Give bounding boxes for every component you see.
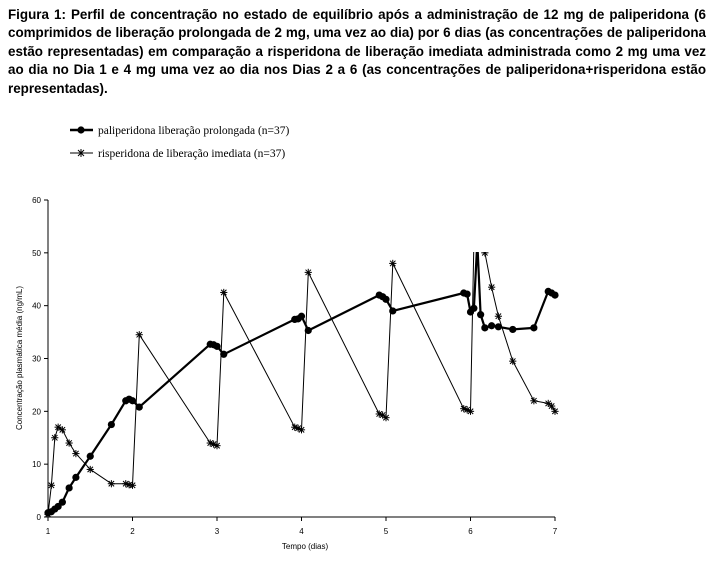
data-point-paliperidona bbox=[213, 343, 220, 350]
data-point-paliperidona bbox=[474, 239, 481, 246]
data-point-paliperidona bbox=[382, 296, 389, 303]
data-point-paliperidona bbox=[470, 305, 477, 312]
data-point-paliperidona bbox=[464, 290, 471, 297]
series-paliperidona bbox=[44, 239, 558, 517]
series-risperidona bbox=[44, 207, 558, 518]
data-point-paliperidona bbox=[129, 397, 136, 404]
data-point-paliperidona bbox=[87, 453, 94, 460]
x-axis-title: Tempo (dias) bbox=[281, 542, 329, 551]
data-point-risperidona bbox=[129, 482, 136, 489]
x-tick-label: 7 bbox=[552, 527, 558, 536]
data-point-risperidona bbox=[481, 249, 488, 256]
data-point-risperidona bbox=[477, 223, 484, 230]
data-point-risperidona bbox=[548, 402, 555, 409]
data-point-risperidona bbox=[66, 439, 73, 446]
data-point-risperidona bbox=[488, 284, 495, 291]
data-point-risperidona bbox=[495, 313, 502, 320]
data-point-risperidona bbox=[44, 511, 51, 518]
line-paliperidona bbox=[48, 242, 555, 513]
legend-marker-risperidona bbox=[77, 149, 85, 157]
legend bbox=[70, 125, 290, 160]
y-axis-title: Concentração plasmática média (ng/mL) bbox=[15, 285, 24, 431]
x-tick-label: 6 bbox=[468, 527, 473, 536]
data-point-risperidona bbox=[136, 331, 143, 338]
y-tick-label: 50 bbox=[32, 248, 41, 258]
figure-caption: Figura 1: Perfil de concentração no estado de equilíbrio após a administração de 12 mg de paliperidona (6 comprimidos de liberação prolongada de 2 mg, uma vez ao dia) por 6 dias (as concentrações de paliperidona estão representadas) em comparação a risperidona de liberação imediata administrada como 2 mg uma vez ao dia no Dia 1 e 4 mg uma vez ao dia nos Dias 2 a 6 (as concentrações de paliperidona+risperidona estão representadas). bbox=[8, 7, 706, 96]
data-point-paliperidona bbox=[488, 322, 495, 329]
y-ticks bbox=[32, 196, 48, 522]
axes bbox=[15, 196, 558, 551]
data-point-risperidona bbox=[551, 408, 558, 415]
data-point-risperidona bbox=[72, 450, 79, 457]
legend-label-paliperidona: paliperidona liberação prolongada (n=37) bbox=[98, 125, 290, 137]
x-tick-label: 5 bbox=[383, 527, 389, 536]
y-tick-label: 60 bbox=[32, 196, 41, 205]
data-point-risperidona bbox=[48, 482, 55, 489]
y-tick-label: 10 bbox=[32, 460, 41, 470]
data-point-risperidona bbox=[382, 414, 389, 421]
data-point-paliperidona bbox=[509, 326, 516, 333]
data-point-risperidona bbox=[108, 480, 115, 487]
legend-star-icon bbox=[77, 149, 85, 157]
data-point-risperidona bbox=[470, 239, 477, 246]
data-point-paliperidona bbox=[530, 324, 537, 331]
data-point-risperidona bbox=[474, 207, 481, 214]
x-tick-label: 2 bbox=[130, 527, 135, 536]
data-point-risperidona bbox=[305, 269, 312, 276]
data-point-paliperidona bbox=[298, 313, 305, 320]
x-tick-label: 3 bbox=[214, 527, 220, 536]
y-tick-label: 20 bbox=[32, 407, 41, 417]
data-point-risperidona bbox=[220, 289, 227, 296]
data-point-risperidona bbox=[51, 434, 58, 441]
x-tick-label: 1 bbox=[45, 527, 51, 536]
data-point-paliperidona bbox=[477, 311, 484, 318]
data-point-paliperidona bbox=[136, 404, 143, 411]
y-tick-label: 0 bbox=[36, 513, 41, 522]
data-point-risperidona bbox=[59, 426, 66, 433]
data-point-risperidona bbox=[467, 408, 474, 415]
data-point-paliperidona bbox=[481, 324, 488, 331]
y-tick-label: 40 bbox=[32, 301, 41, 311]
plot-area bbox=[44, 207, 558, 518]
data-point-risperidona bbox=[298, 426, 305, 433]
data-point-risperidona bbox=[213, 442, 220, 449]
data-point-paliperidona bbox=[59, 499, 66, 506]
legend-label-risperidona: risperidona de liberação imediata (n=37) bbox=[98, 148, 286, 160]
legend-item-paliperidona bbox=[70, 125, 290, 137]
data-point-paliperidona bbox=[66, 484, 73, 491]
x-tick-label: 4 bbox=[299, 527, 304, 536]
y-tick-label: 30 bbox=[32, 354, 41, 364]
data-point-paliperidona bbox=[108, 421, 115, 428]
data-point-risperidona bbox=[530, 397, 537, 404]
legend-marker-paliperidona bbox=[77, 126, 84, 133]
data-point-risperidona bbox=[87, 466, 94, 473]
data-point-risperidona bbox=[509, 358, 516, 365]
data-point-risperidona bbox=[389, 260, 396, 267]
data-point-paliperidona bbox=[72, 474, 79, 481]
data-point-paliperidona bbox=[551, 292, 558, 299]
x-ticks bbox=[46, 517, 558, 536]
legend-item-risperidona bbox=[70, 148, 285, 160]
